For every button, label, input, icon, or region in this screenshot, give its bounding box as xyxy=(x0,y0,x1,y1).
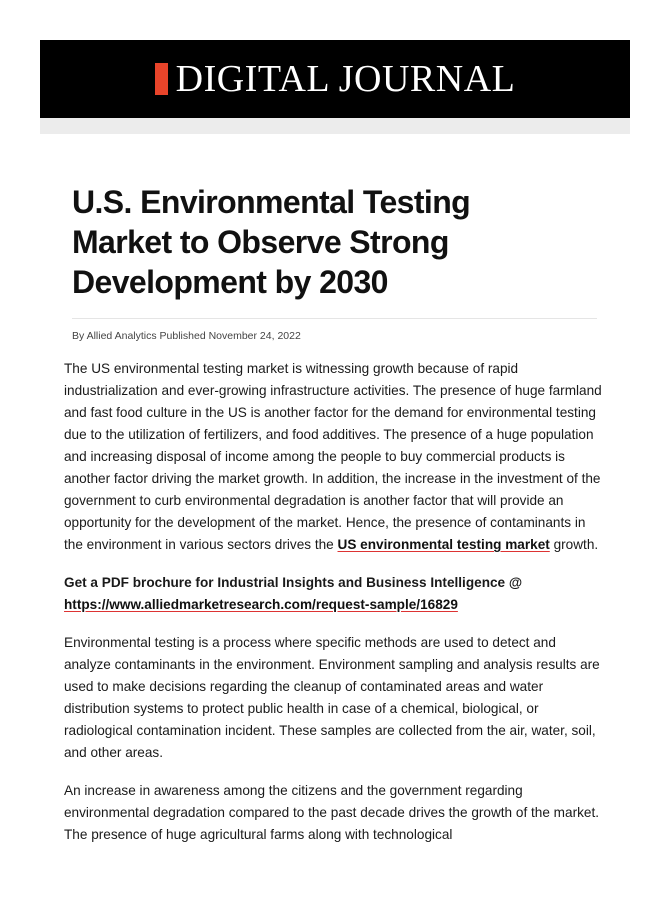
callout-text: Get a PDF brochure for Industrial Insights and Business Intelligence @ xyxy=(64,575,523,590)
paragraph xyxy=(64,358,604,556)
sample-request-link[interactable]: https://www.alliedmarketresearch.com/request-sample/16829 xyxy=(64,597,458,612)
masthead-divider xyxy=(40,118,630,134)
paragraph: An increase in awareness among the citizens and the government regarding environmental degradation compared to the past decade drives the growth of the market. The presence of huge agricultural farms along with technological xyxy=(64,783,600,842)
logo-mark-icon xyxy=(155,63,168,95)
paragraph: Environmental testing is a process where specific methods are used to detect and analyze contaminants in the environment. Environment sampling and analysis results are used to make decisions regarding the cleanup of contaminated areas and water distribution systems to protect public health in case of a chemical, biological, or radiological contamination incident. These samples are collected from the air, water, soil, and other areas. xyxy=(64,635,600,760)
site-logo[interactable] xyxy=(155,60,516,98)
masthead xyxy=(40,40,630,118)
byline-divider xyxy=(72,318,597,319)
paragraph-tail: growth. xyxy=(549,537,599,552)
article-title: U.S. Environmental Testing Market to Observe Strong Development by 2030 xyxy=(72,184,471,300)
article-body xyxy=(64,358,604,862)
logo-text: DIGITAL JOURNAL xyxy=(175,58,516,100)
article-byline: By Allied Analytics Published November 24, 2022 xyxy=(72,330,301,342)
paragraph-text: The US environmental testing market is witnessing growth because of rapid industrialization and ever-growing infrastructure activities. The presence of huge farmland and fast food culture in the US is another factor for the demand for environmental testing due to the utilization of fertilizers, and food additives. The presence of a huge population and increasing disposal of income among the people to buy commercial products is another factor driving the market growth. In addition, the increase in the investment of the government to curb environmental degradation is another factor that will provide an opportunity for the development of the market. Hence, the presence of contaminants in the environment in various sectors drives the xyxy=(64,361,602,552)
brochure-callout xyxy=(64,572,604,616)
market-link[interactable]: US environmental testing market xyxy=(337,537,550,552)
